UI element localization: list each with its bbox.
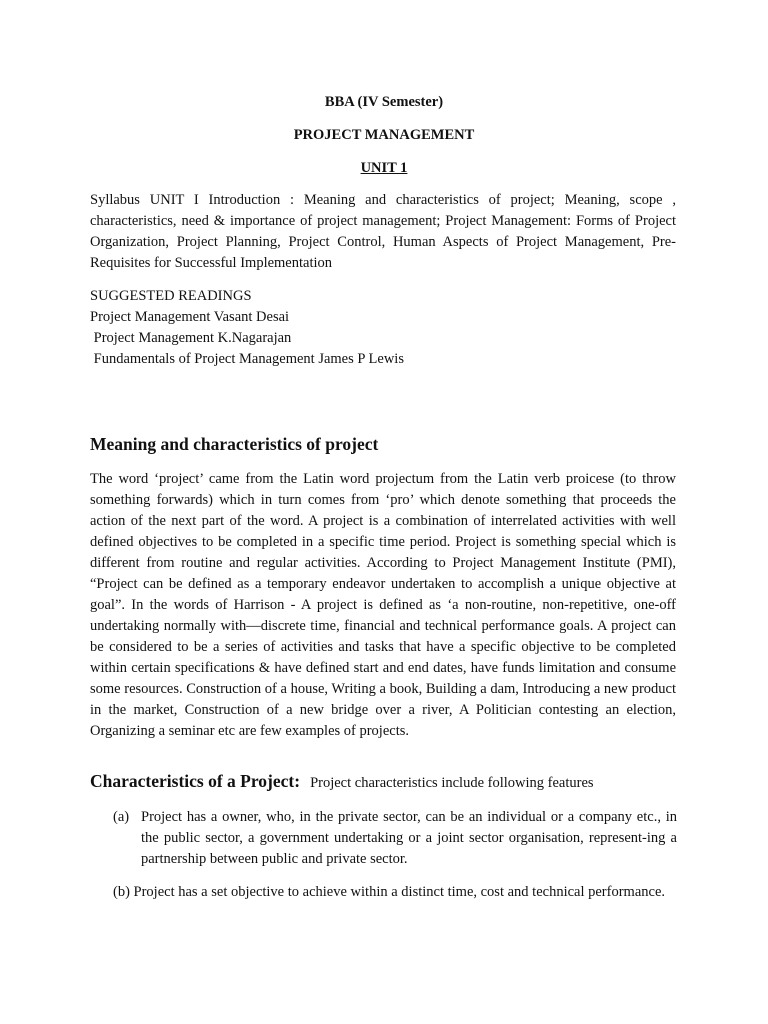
suggested-readings bbox=[90, 286, 404, 370]
section-heading-meaning: Meaning and characteristics of project bbox=[90, 434, 379, 454]
list-item-label: (a) bbox=[113, 809, 130, 825]
subject-title: PROJECT MANAGEMENT bbox=[293, 127, 475, 143]
unit-title: UNIT 1 bbox=[360, 160, 408, 176]
reading-item: Project Management K.Nagarajan bbox=[90, 330, 292, 346]
reading-item: Project Management Vasant Desai bbox=[90, 309, 290, 325]
syllabus-paragraph: Syllabus UNIT I Introduction : Meaning and characteristics of project; Meaning, scope , characteristics, need & importance of project management; Project Management: Forms of Project Organization, Project Planning, Project Control, Human Aspects of Project Management, Pre- Requisites for Successful Implementation bbox=[90, 192, 676, 271]
list-item bbox=[113, 807, 677, 870]
section-heading-characteristics bbox=[90, 771, 594, 792]
list-item: (b) Project has a set objective to achieve within a distinct time, cost and technical performance. bbox=[113, 884, 666, 900]
characteristics-intro: Project characteristics include following features bbox=[310, 775, 594, 791]
course-title: BBA (IV Semester) bbox=[324, 94, 444, 110]
list-item-text: Project has a owner, who, in the private sector, can be an individual or a company etc., in the public sector, a government undertaking or a joint sector organisation, represent-ing a partnership between public and private sector. bbox=[141, 809, 677, 867]
characteristics-heading: Characteristics of a Project: bbox=[90, 771, 301, 791]
meaning-paragraph: The word ‘project’ came from the Latin word projectum from the Latin verb proicese (to throw something forwards) which in turn comes from ‘pro’ which denote something that proceeds the action of the next part of the word. A project is a combination of interrelated activities with well defined objectives to be completed in a specific time period. Project is something special which is different from routine and regular activities. According to Project Management Institute (PMI), “Project can be defined as a temporary endeavor undertaken to accomplish a unique objective at goal”. In the words of Harrison - A project is defined as ‘a non-routine, non-repetitive, one-off undertaking normally with—discrete time, financial and technical performance goals. A project can be considered to be a series of activities and tasks that have a specific objective to be completed within certain specifications & have defined start and end dates, have funds limitation and consume some resources. Construction of a house, Writing a book, Building a dam, Introducing a new product in the market, Construction of a new bridge over a river, A Politician contesting an election, Organizing a seminar etc are few examples of projects. bbox=[90, 471, 676, 739]
readings-heading: SUGGESTED READINGS bbox=[90, 288, 252, 304]
reading-item: Fundamentals of Project Management James P Lewis bbox=[90, 351, 404, 367]
